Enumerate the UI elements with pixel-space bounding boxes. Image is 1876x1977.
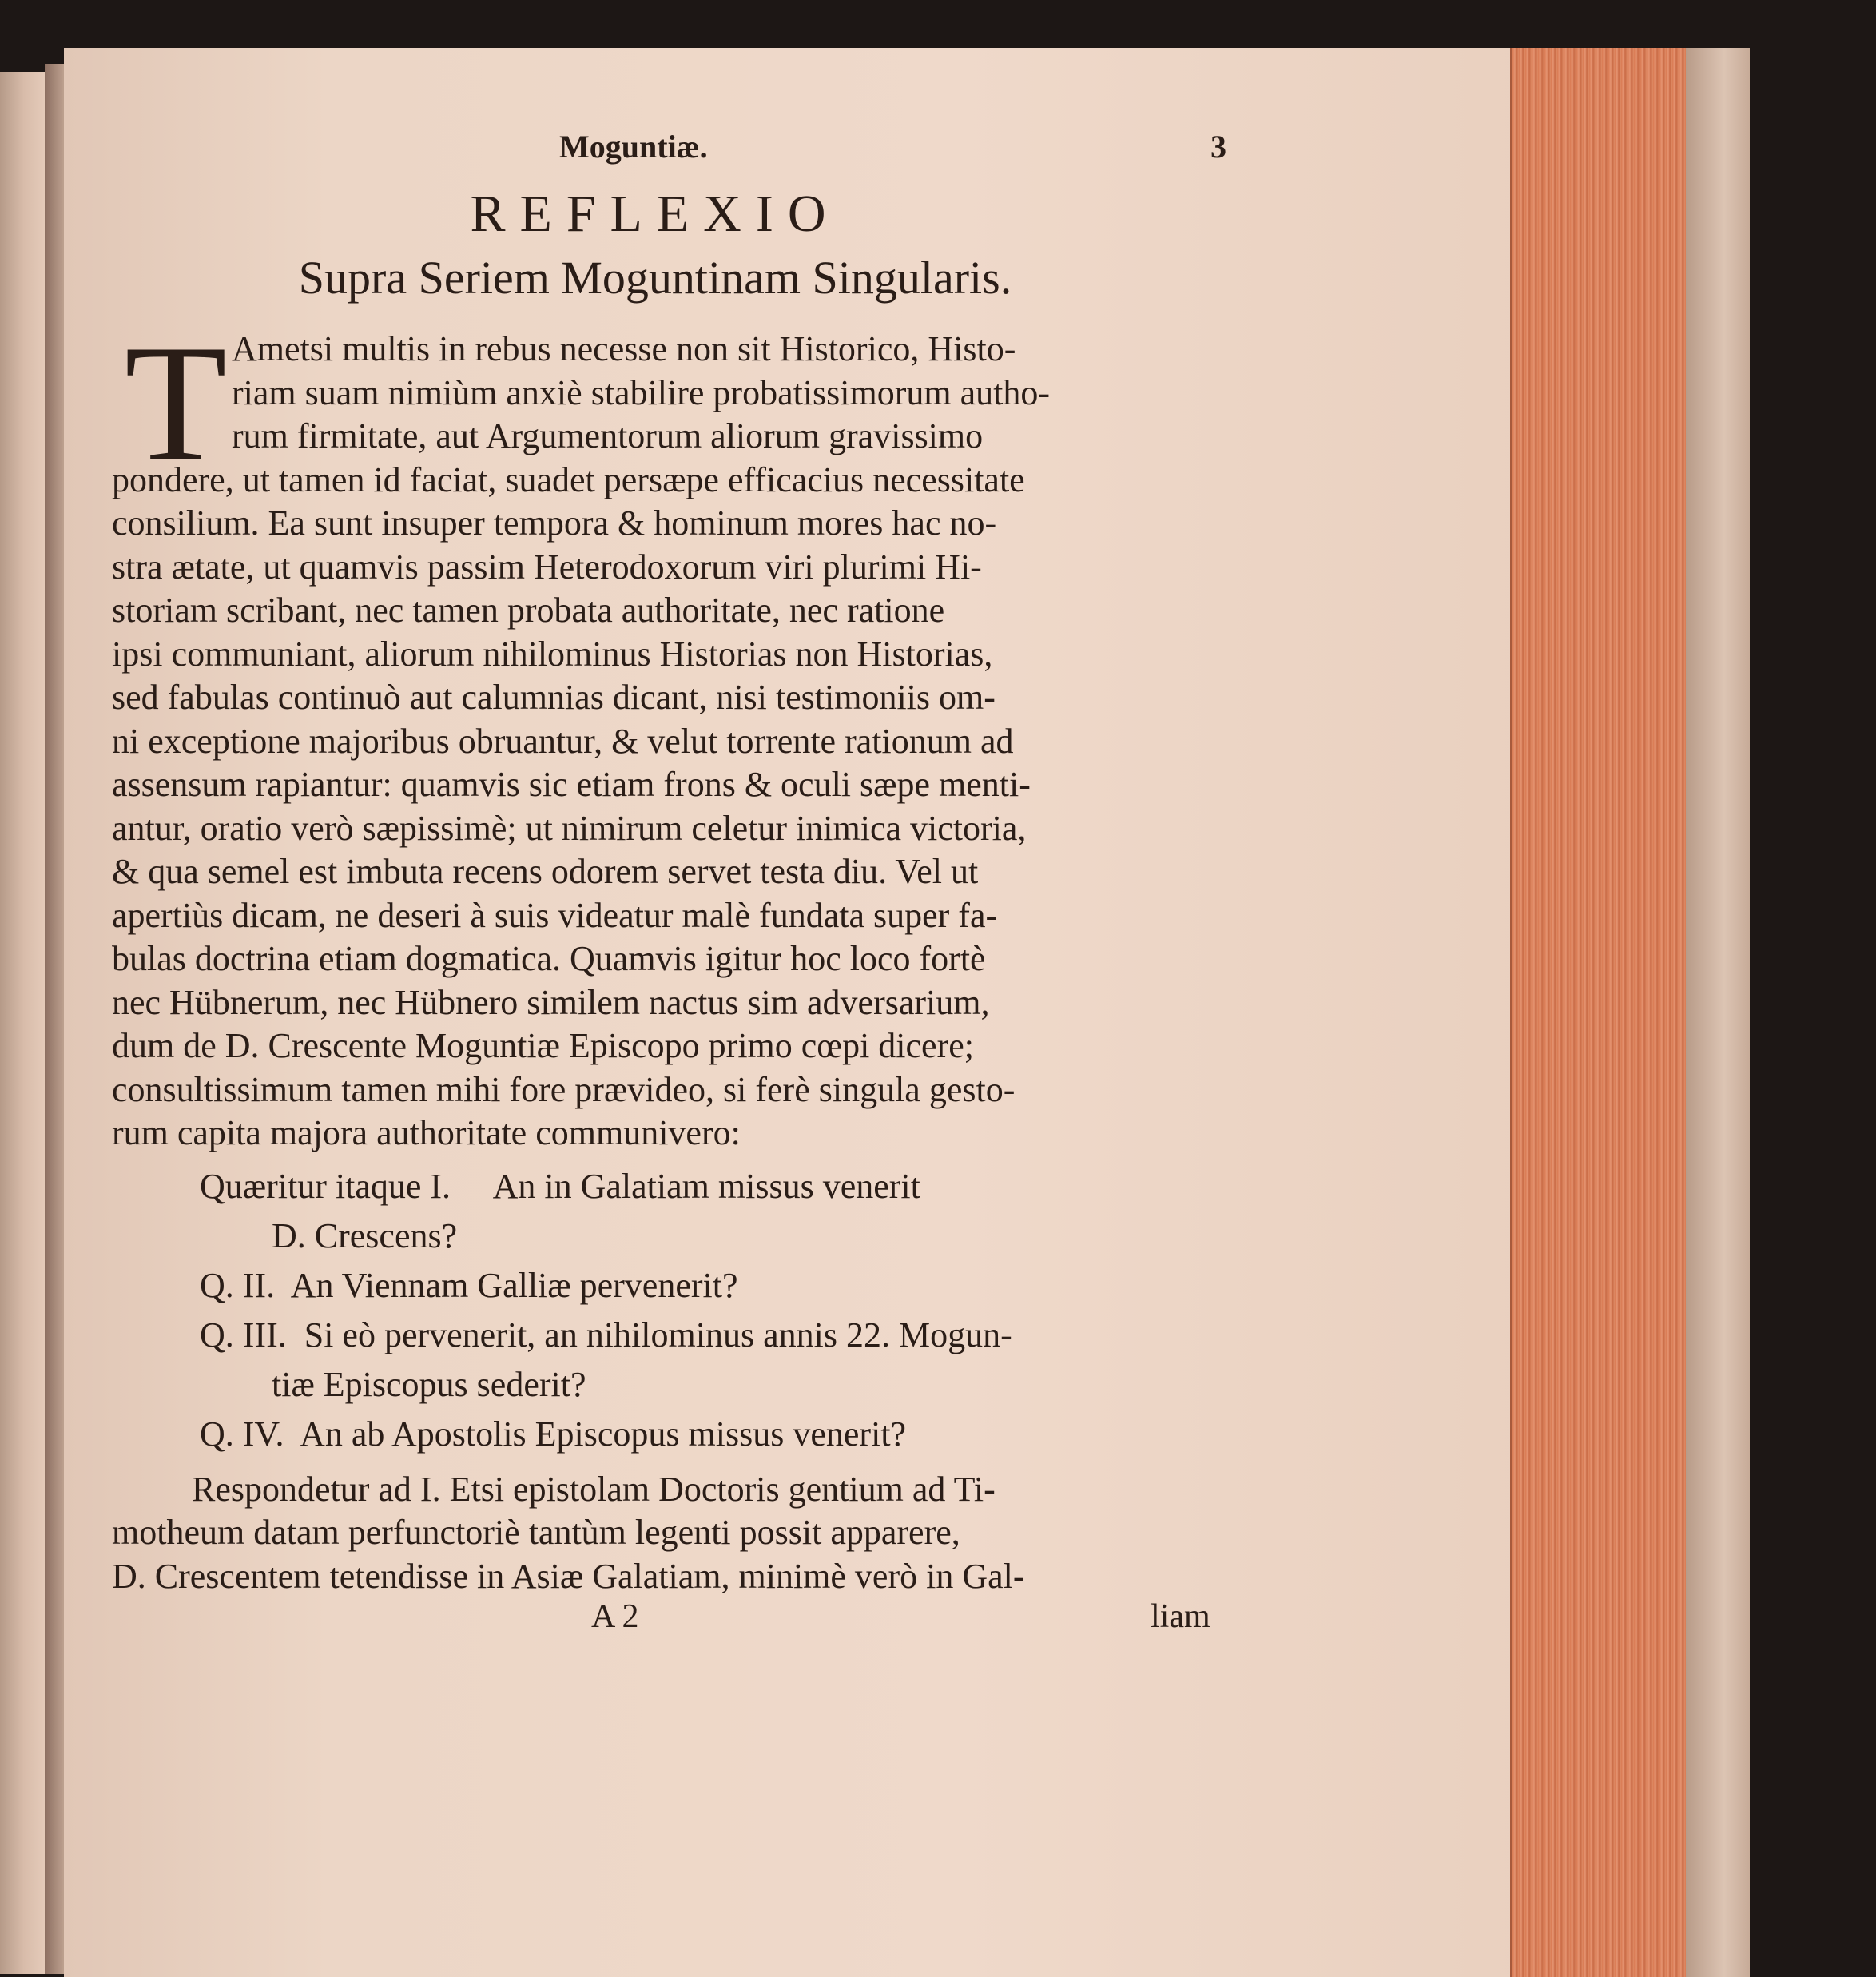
question-label: Q. II. [200,1265,276,1305]
question-label: Q. IV. [200,1414,284,1454]
fore-edge [1510,48,1688,1977]
page-subtitle: Supra Seriem Moguntinam Singularis. [298,252,1012,304]
question-continuation: tiæ Episcopus sederit? [272,1364,586,1404]
body-line: stra ætate, ut quamvis passim Heterodoxorum viri plurimi Hi- [112,547,982,587]
answer-paragraph [112,1467,1230,1598]
question-label: Q. III. [200,1315,287,1354]
page-footer [112,1597,1230,1637]
body-line: dum de D. Crescente Moguntiæ Episcopo primo cœpi dicere; [112,1026,974,1065]
body-paragraph [112,311,1246,1156]
left-page-edge [0,72,50,1974]
question-list [112,1162,1230,1459]
signature-mark: A 2 [591,1598,639,1635]
question-text: An in Galatiam missus venerit [492,1166,920,1206]
cover-edge [1686,48,1752,1977]
question-item [112,1162,1230,1211]
body-line: bulas doctrina etiam dogmatica. Quamvis igitur hoc loco fortè [112,939,986,978]
body-line: ni exceptione majoribus obruantur, & velut torrente rationum ad [112,721,1014,761]
question-label: Quæritur itaque I. [200,1166,451,1206]
body-line: assensum rapiantur: quamvis sic etiam frons & oculi sæpe menti- [112,765,1031,804]
body-line: rum firmitate, aut Argumentorum aliorum gravissimo [232,416,984,455]
running-title: Moguntiæ. [559,129,708,165]
background-shadow [1750,48,1876,1977]
body-line: consilium. Ea sunt insuper tempora & hominum mores hac no- [112,503,997,543]
body-line: storiam scribant, nec tamen probata authoritate, nec ratione [112,591,945,630]
page-text [112,128,1230,1637]
question-item [112,1311,1230,1360]
page-title: REFLEXIO [470,185,841,243]
running-head [112,128,1230,184]
answer-line: motheum datam perfunctoriè tantùm legenti possit apparere, [112,1513,960,1552]
body-line: Ametsi multis in rebus necesse non sit Historico, Histo- [232,329,1016,368]
body-line: antur, oratio verò sæpissimè; ut nimirum celetur inimica victoria, [112,808,1027,848]
body-line: sed fabulas continuò aut calumnias dicant, nisi testimoniis om- [112,678,996,717]
body-line: apertiùs dicam, ne deseri à suis videatur malè fundata super fa- [112,895,998,935]
question-text: An Viennam Galliæ pervenerit? [290,1265,738,1305]
drop-cap: T [124,311,228,496]
catchword: liam [1151,1598,1210,1635]
page-number: 3 [1210,129,1226,165]
question-continuation: D. Crescens? [272,1215,458,1255]
question-item [112,1410,1230,1459]
body-line: rum capita majora authoritate communivero: [112,1113,741,1152]
question-item [112,1261,1230,1311]
answer-line: Respondetur ad I. Etsi epistolam Doctoris gentium ad Ti- [192,1469,996,1509]
body-line: nec Hübnerum, nec Hübnero similem nactus sim adversarium, [112,982,990,1022]
answer-line: D. Crescentem tetendisse in Asiæ Galatiam, minimè verò in Gal- [112,1556,1025,1596]
question-text: An ab Apostolis Episcopus missus venerit? [300,1414,907,1454]
question-text: Si eò pervenerit, an nihilominus annis 22. Mogun- [304,1315,1012,1354]
body-line: pondere, ut tamen id faciat, suadet persæpe efficacius necessitate [112,459,1025,499]
body-line: consultissimum tamen mihi fore prævideo, si ferè singula gesto- [112,1069,1016,1109]
body-line: riam suam nimiùm anxiè stabilire probatissimorum autho- [232,372,1051,412]
body-line: & qua semel est imbuta recens odorem servet testa diu. Vel ut [112,852,979,891]
body-line: ipsi communiant, aliorum nihilominus Historias non Historias, [112,634,993,674]
